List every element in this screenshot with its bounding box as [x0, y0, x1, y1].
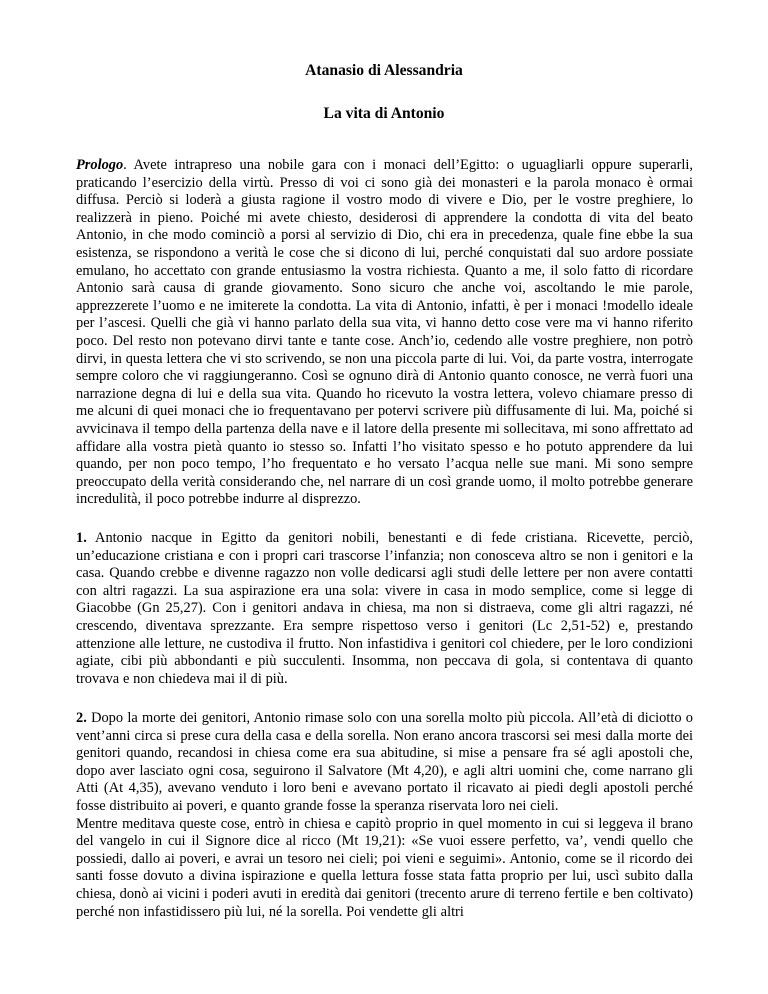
chapter-2-text-a: Dopo la morte dei genitori, Antonio rimase solo con una sorella molto più piccola. All’età di diciotto o vent’anni circa si prese cura della casa e della sorella. Non erano ancora trascorsi sei mesi dalla morte dei genitori quando, recandosi in chiesa come era sua abitudine, si mise a pensare fra sé agli apostoli che, dopo aver lasciato ogni cosa, seguirono il Salvatore (Mt 4,20), e agli altri uomini che, come narrano gli Atti (At 4,35), avevano venduto i loro beni e avevano portato il ricavato ai piedi degli apostoli perché fosse distribuito ai poveri, e quanto grande fosse la speranza riservata loro nei cieli.	[76, 710, 693, 814]
document-title: La vita di Antonio	[323, 105, 445, 122]
prologue-text: . Avete intrapreso una nobile gara con i monaci dell’Egitto: o uguagliarli oppure superarli, praticando l’esercizio della virtù. Presso di voi ci sono già dei monasteri e la parola monaco è ormai diffusa. Perciò si loderà a giusta ragione il vostro modo di vivere e Dio, per le vostre preghiere, lo realizzerà in pieno. Poiché mi avete chiesto, desiderosi di apprendere la condotta di vita del beato Antonio, in che modo cominciò a porsi al servizio di Dio, chi era in precedenza, quale fine ebbe la sua esistenza, se rispondono a verità le cose che si dicono di lui, perché conquistati dal suo ardore possiate emulano, ho accettato con grande entusiasmo la vostra richiesta. Quanto a me, il solo fatto di ricordare Antonio sarà causa di grande giovamento. Sono sicuro che anche voi, ascoltando le mie parole, apprezzerete l’uomo e ne imiterete la condotta. La vita di Antonio, infatti, è per i monaci !modello ideale per l’ascesi. Quelli che già vi hanno parlato della sua vita, vi hanno detto cose vere ma vi hanno riferito poco. Del resto non potevano dirvi tante e tante cose. Anch’io, cedendo alle vostre preghiere, non potrò dirvi, in questa lettera che vi sto scrivendo, se non una piccola parte di lui. Voi, da parte vostra, interrogate sempre coloro che vi raggiungeranno. Così se ognuno dirà di Antonio quanto conosce, ne verrà fuori una narrazione degna di lui e della sua vita. Quando ho ricevuto la vostra lettera, volevo chiamare presso di me alcuni di quei monaci che io frequentavano per potervi scrivere più diffusamente di lui. Ma, poiché si avvicinava il tempo della partenza della nave e il latore della presente mi sollecitava, mi sono affrettato ad affidare alla vostra pietà quanto io stesso so. Infatti l’ho visitato spesso e ho potuto apprendere da lui quando, per non poco tempo, l’ho frequentato e ho versato l’acqua nelle sue mani. Mi sono sempre preoccupato della verità considerando che, nel narrare di un così grande uomo, il molto potrebbe generare incredulità, il poco potrebbe indurre al disprezzo.	[76, 157, 693, 508]
chapter-1-text: Antonio nacque in Egitto da genitori nobili, benestanti e di fede cristiana. Ricevette, perciò, un’educazione cristiana e con i propri cari trascorse l’infanzia; non conosceva altro se non i genitori e la casa. Quando crebbe e divenne ragazzo non volle dedicarsi agli studi delle lettere per non avere contatti con altri ragazzi. La sua aspirazione era una sola: vivere in casa in modo semplice, come si legge di Giacobbe (Gn 25,27). Con i genitori andava in chiesa, ma non si distraeva, come gli altri ragazzi, né crescendo, diventava sprezzante. Era sempre rispettoso verso i genitori (Lc 2,51-52) e, prestando attenzione alle letture, ne custodiva il frutto. Non infastidiva i genitori col chiedere, per le loro condizioni agiate, cibi più abbondanti e più succulenti. Insomma, non peccava di gola, si contentava di quanto trovava e non chiedeva mai il di più.	[76, 530, 693, 687]
prologue-label: Prologo	[76, 157, 124, 173]
document-author: Atanasio di Alessandria	[305, 62, 463, 79]
chapter-2-text-b: Mentre meditava queste cose, entrò in chiesa e capitò proprio in quel momento in cui si leggeva il brano del vangelo in cui il Signore dice al ricco (Mt 19,21): «Se vuoi essere perfetto, va’, vendi quello che possiedi, dallo ai poveri, e avrai un tesoro nei cieli; poi vieni e seguimi». Antonio, come se il ricordo dei santi fosse dovuto a divina ispirazione e quella lettura fosse stata fatta proprio per lui, uscì subito dalla chiesa, donò ai vicini i poderi avuti in eredità dai genitori (trecento arure di terreno fertile e ben coltivato) perché non infastidissero più lui, né la sorella. Poi vendette gli altri	[76, 815, 693, 920]
chapter-1-label: 1.	[76, 530, 87, 546]
chapter-2-paragraph	[76, 710, 693, 921]
chapter-1-paragraph	[76, 530, 693, 688]
chapter-2-label: 2.	[76, 710, 87, 726]
prologue-paragraph	[76, 157, 693, 509]
